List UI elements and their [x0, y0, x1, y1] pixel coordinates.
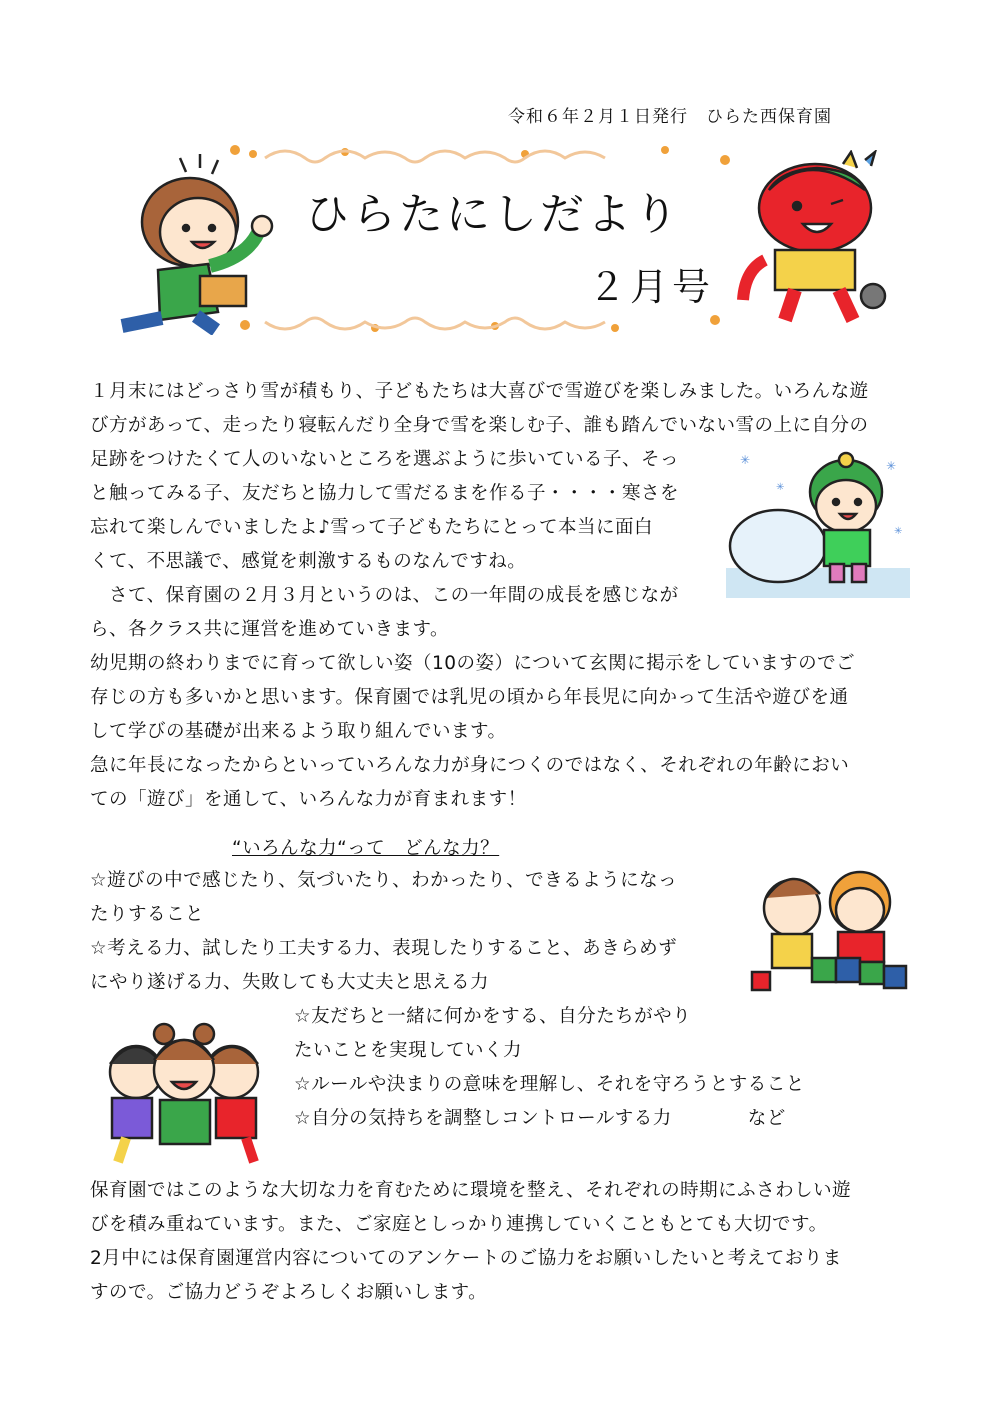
- text-line: １月末にはどっさり雪が積もり、子どもたちは大喜びで雪遊びを楽しみました。いろんな遊: [90, 381, 869, 402]
- text-line: ての「遊び」を通して、いろんな力が育まれます！: [90, 789, 527, 810]
- list-item: ☆自分の気持ちを調整しコントロールする力 など: [294, 1108, 786, 1129]
- text-line: さて、保育園の２月３月というのは、この一年間の成長を感じなが: [90, 585, 679, 606]
- text-line: びを積み重ねています。また、ご家庭としっかり連携していくこともとても大切です。: [90, 1214, 828, 1235]
- abilities-list-1: [90, 864, 677, 1000]
- text-line: 2月中には保育園運営内容についてのアンケートのご協力をお願いしたいと考えておりま: [90, 1248, 842, 1269]
- text-line: 足跡をつけたくて人のいないところを選ぶように歩いている子、そっ: [90, 449, 680, 470]
- issue-date-line: 令和６年２月１日発行 ひらた西保育園: [508, 107, 832, 127]
- text-line: 急に年長になったからといっていろんな力が身につくのではなく、それぞれの年齢におい: [90, 755, 850, 776]
- list-item: ☆考える力、試したり工夫する力、表現したりすること、あきらめず: [90, 938, 678, 959]
- boy-carrying-box-illustration: [100, 150, 280, 335]
- red-oni-illustration: [735, 150, 905, 330]
- svg-text:✳: ✳: [740, 453, 751, 467]
- list-item: たいことを実現していく力: [294, 1040, 523, 1061]
- child-snowball-illustration: [726, 450, 910, 600]
- svg-text:✳: ✳: [776, 482, 785, 493]
- list-item: にやり遂げる力、失敗しても大丈夫と思える力: [90, 972, 490, 993]
- paragraph-closing: [90, 1174, 851, 1310]
- text-line: 存じの方も多いかと思います。保育園では乳児の頃から年長児に向かって生活や遊びを通: [90, 687, 849, 708]
- list-item: ☆友だちと一緒に何かをする、自分たちがやり: [294, 1006, 692, 1027]
- text-line: 保育園ではこのような大切な力を育むために環境を整え、それぞれの時期にふさわしい遊: [90, 1180, 852, 1201]
- list-item: たりすること: [90, 904, 205, 925]
- abilities-list-2: [294, 1000, 805, 1136]
- list-item: ☆遊びの中で感じたり、気づいたり、わかったり、できるようになっ: [90, 870, 678, 891]
- text-line: ら、各クラス共に運営を進めていきます。: [90, 619, 449, 640]
- section-subheading: “いろんな力“って どんな力？: [232, 838, 500, 859]
- text-line: 幼児期の終わりまでに育って欲しい姿（10の姿）について玄関に掲示をしていますのでご: [90, 653, 856, 674]
- text-line: くて、不思議で、感覚を刺激するものなんですね。: [90, 551, 527, 572]
- svg-text:✳: ✳: [894, 526, 903, 537]
- text-line: と触ってみる子、友だちと協力して雪だるまを作る子・・・・寒さを: [90, 483, 680, 504]
- children-hugging-illustration: [96, 1010, 280, 1170]
- newsletter-title: ひらたにしだより: [305, 189, 681, 240]
- issue-month: ２月号: [588, 265, 715, 309]
- children-blocks-illustration: [748, 862, 910, 998]
- text-line: 忘れて楽しんでいましたよ♪雪って子どもたちにとって本当に面白: [90, 517, 653, 538]
- text-line: すので。ご協力どうぞよろしくお願いします。: [90, 1282, 488, 1303]
- svg-text:✳: ✳: [886, 459, 897, 473]
- text-line: して学びの基礎が出来るよう取り組んでいます。: [90, 721, 507, 742]
- text-line: び方があって、走ったり寝転んだり全身で雪を楽しむ子、誰も踏んでいない雪の上に自分の: [90, 415, 869, 436]
- list-item: ☆ルールや決まりの意味を理解し、それを守ろうとすること: [294, 1074, 805, 1095]
